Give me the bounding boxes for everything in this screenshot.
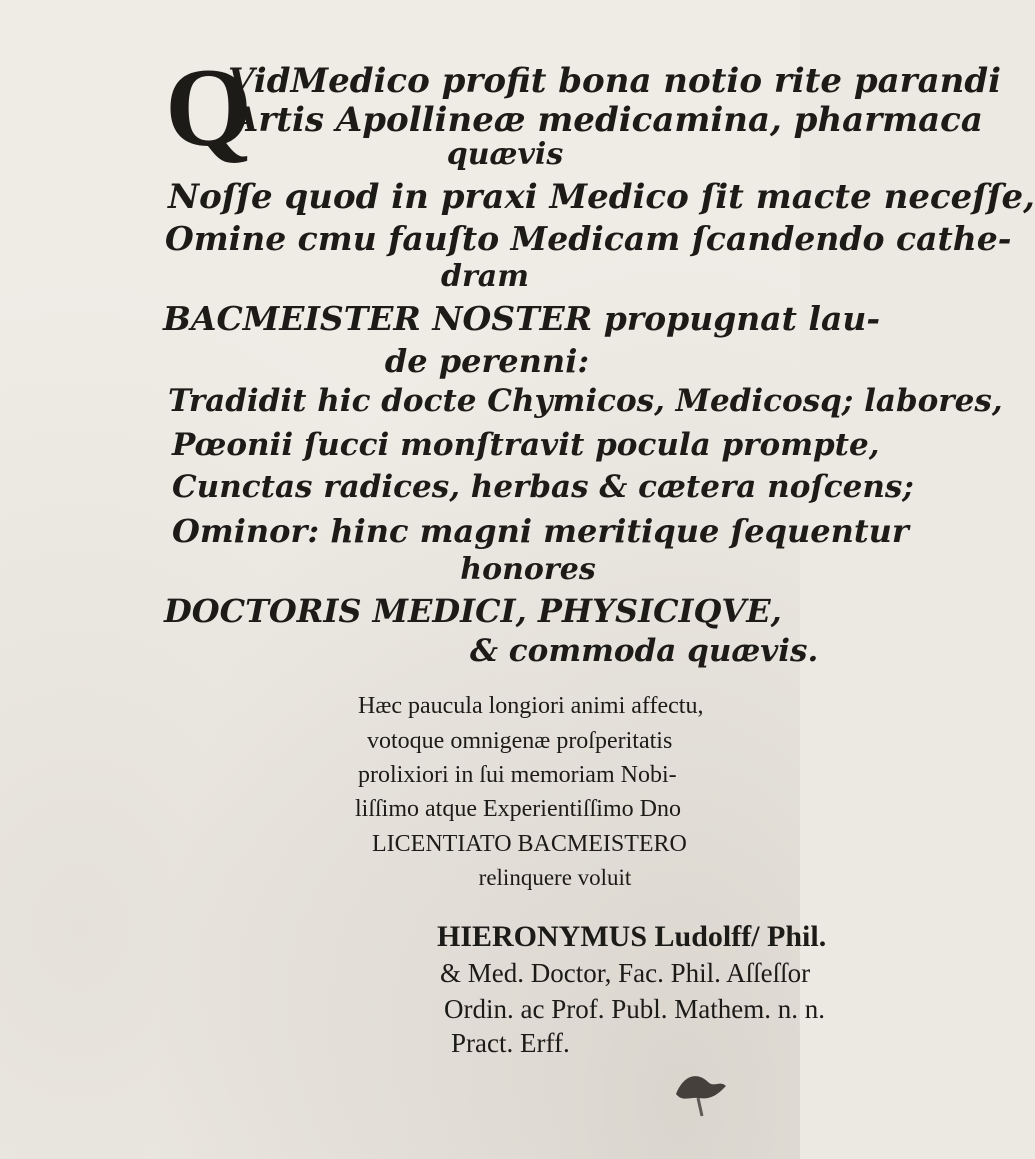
- verse-line-4: Noſſe quod in praxi Medico ſit macte neceſſe,: [168, 177, 1035, 217]
- dedication-line-5: LICENTIATO BACMEISTERO: [372, 831, 687, 857]
- signature-line-3: Ordin. ac Prof. Publ. Mathem. n. n.: [444, 994, 825, 1024]
- verse-line-12: Ominor: hinc magni meritique ſequentur: [172, 512, 909, 550]
- verse-line-13: honores: [460, 552, 596, 587]
- signature-line-2: & Med. Doctor, Fac. Phil. Aſſeſſor: [440, 958, 811, 988]
- verse-line-1: VidMedico profit bona notio rite parandi: [228, 61, 1002, 101]
- verse-line-8: de perenni:: [384, 342, 590, 380]
- dedication-line-6: relinquere voluit: [478, 865, 632, 890]
- verse-line-7: BACMEISTER NOSTER propugnat lau-: [163, 299, 881, 338]
- signature-line-4: Pract. Erff.: [451, 1028, 570, 1058]
- dedication-line-3: prolixiori in ſui memoriam Nobi-: [358, 762, 677, 788]
- verse-line-15: & commoda quævis.: [470, 633, 819, 669]
- drop-cap-q: Q: [165, 46, 253, 170]
- verse-line-10: Pœonii ſucci monſtravit pocula prompte,: [172, 427, 880, 463]
- verse-line-11: Cunctas radices, herbas & cætera noſcens;: [172, 469, 914, 505]
- verse-line-14: DOCTORIS MEDICI, PHYSICIQVE,: [164, 592, 782, 630]
- verse-line-9: Tradidit hic docte Chymicos, Medicosq; labores,: [168, 383, 1003, 419]
- signature-line-1: HIERONYMUS Ludolff/ Phil.: [437, 920, 827, 953]
- dedication-line-2: votoque omnigenæ proſperitatis: [367, 728, 673, 754]
- dedication-line-1: Hæc paucula longiori animi affectu,: [358, 693, 704, 719]
- dedication-line-4: liſſimo atque Experientiſſimo Dno: [355, 796, 681, 822]
- verse-line-3: quævis: [446, 137, 564, 172]
- verse-line-6: dram: [441, 259, 529, 294]
- ink-smudge-mark: [668, 1064, 732, 1120]
- verse-line-2: Artis Apollineæ medicamina, pharmaca: [232, 100, 983, 140]
- verse-line-5: Omine cmu fauſto Medicam ſcandendo cathe-: [165, 219, 1012, 258]
